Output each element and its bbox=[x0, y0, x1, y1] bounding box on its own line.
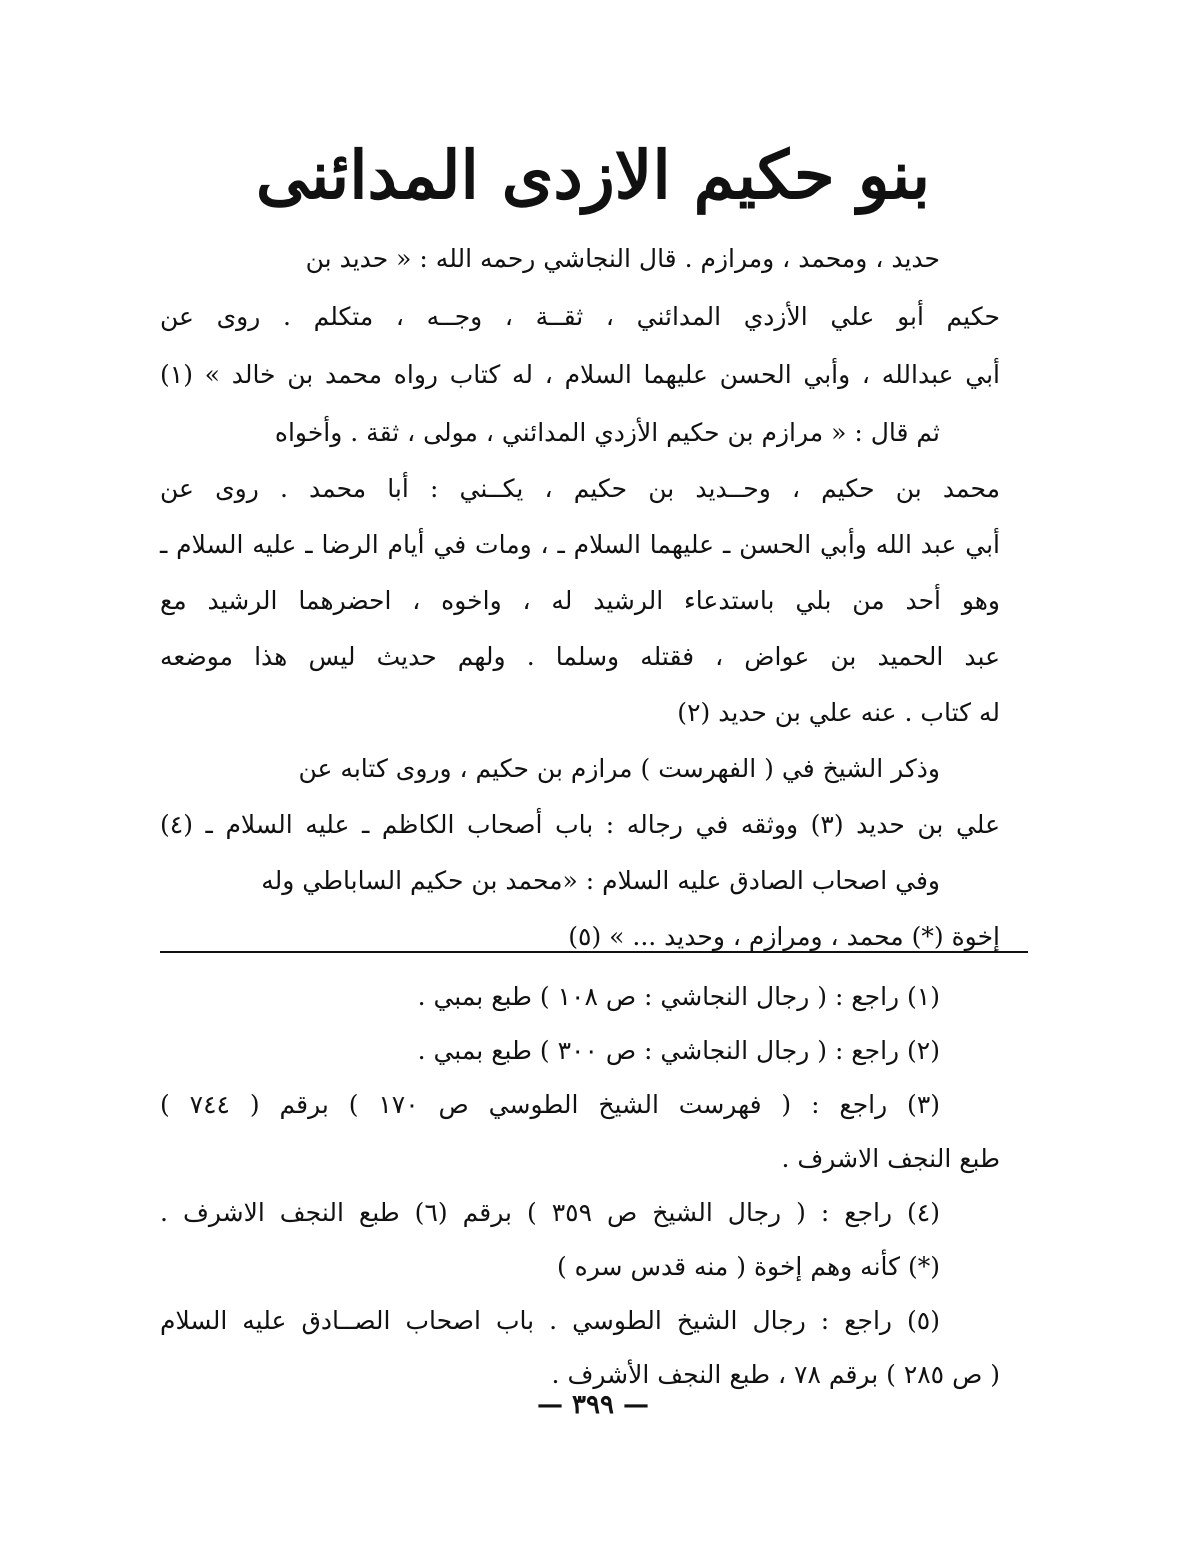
body-line: حكيم أبو علي الأزدي المدائني ، ثقــة ، وجــه ، متكلم . روى عن bbox=[160, 302, 1000, 331]
body-line: له كتاب . عنه علي بن حديد (٢) bbox=[677, 698, 1000, 727]
body-line: محمد بن حكيم ، وحــديد بن حكيم ، يكــني : أبا محمد . روى عن bbox=[160, 474, 1000, 503]
body-line: وهو أحد من بلي باستدعاء الرشيد له ، واخوه ، احضرهما الرشيد مع bbox=[160, 586, 1000, 615]
footnote-line: (٤) راجع : ( رجال الشيخ ص ٣٥٩ ) برقم (٦) طبع النجف الاشرف . bbox=[160, 1198, 940, 1227]
footnote-divider bbox=[160, 951, 1028, 953]
footnote-line: ( ص ٢٨٥ ) برقم ٧٨ ، طبع النجف الأشرف . bbox=[551, 1360, 1000, 1389]
body-line: ثم قال : « مرازم بن حكيم الأزدي المدائني ، مولى ، ثقة . وأخواه bbox=[274, 418, 940, 447]
body-line: وذكر الشيخ في ( الفهرست ) مرازم بن حكيم ، وروى كتابه عن bbox=[298, 754, 940, 783]
body-line: أبي عبدالله ، وأبي الحسن عليهما السلام ، له كتاب رواه محمد بن خالد » (١) bbox=[160, 360, 1000, 389]
page-number: — ٣٩٩ — bbox=[536, 1390, 650, 1420]
page-title: بنو حكيم الازدى المدائنى bbox=[255, 136, 931, 214]
footnote-line: (٥) راجع : رجال الشيخ الطوسي . باب اصحاب الصــادق عليه السلام bbox=[160, 1306, 940, 1335]
body-line: حديد ، ومحمد ، ومرازم . قال النجاشي رحمه الله : « حديد بن bbox=[305, 244, 940, 273]
footnote-line: طبع النجف الاشرف . bbox=[781, 1144, 1000, 1173]
body-line: علي بن حديد (٣) ووثقه في رجاله : باب أصحاب الكاظم ـ عليه السلام ـ (٤) bbox=[160, 810, 1000, 839]
footnote-line: (١) راجع : ( رجال النجاشي : ص ١٠٨ ) طبع بمبي . bbox=[417, 982, 940, 1011]
body-line: عبد الحميد بن عواض ، فقتله وسلما . ولهم حديث ليس هذا موضعه bbox=[160, 642, 1000, 671]
body-line: إخوة (*) محمد ، ومرازم ، وحديد ... » (٥) bbox=[568, 922, 1000, 951]
footnote-line: (٢) راجع : ( رجال النجاشي : ص ٣٠٠ ) طبع بمبي . bbox=[417, 1036, 940, 1065]
footnote-line: (*) كأنه وهم إخوة ( منه قدس سره ) bbox=[556, 1252, 940, 1281]
body-line: وفي اصحاب الصادق عليه السلام : «محمد بن حكيم الساباطي وله bbox=[261, 866, 940, 895]
footnote-line: (٣) راجع : ( فهرست الشيخ الطوسي ص ١٧٠ ) برقم ( ٧٤٤ ) bbox=[160, 1090, 941, 1119]
body-line: أبي عبد الله وأبي الحسن ـ عليهما السلام ـ ، ومات في أيام الرضا ـ عليه السلام ـ bbox=[160, 530, 1000, 559]
